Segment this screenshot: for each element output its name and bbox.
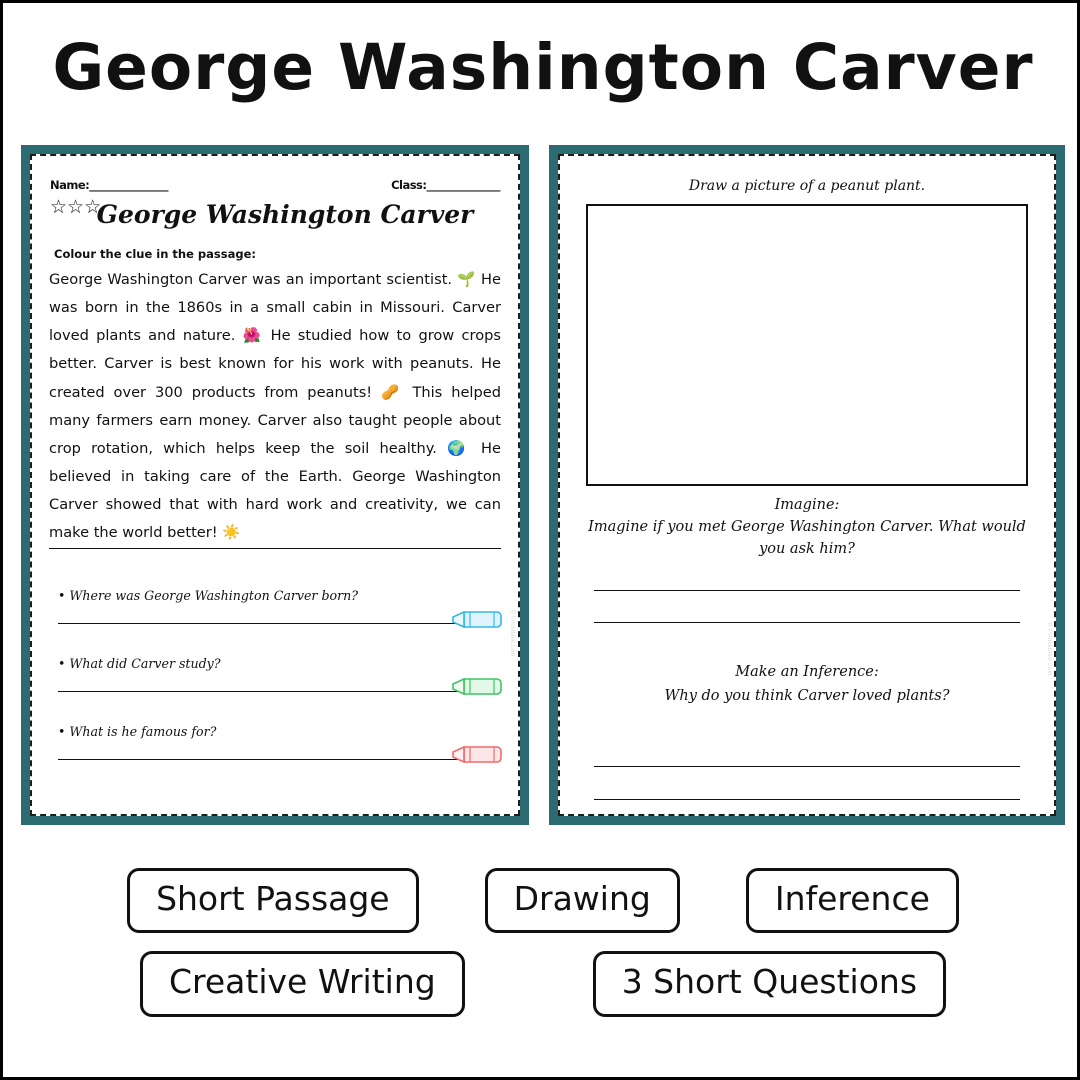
answer-line[interactable]: [58, 759, 486, 760]
watermark: © Printablee.com: [1046, 621, 1052, 676]
student-info-row: [50, 178, 500, 192]
question-item: [58, 656, 501, 692]
drawing-area[interactable]: [586, 204, 1028, 486]
question-text: • Where was George Washington Carver born?: [58, 588, 358, 603]
page-title: George Washington Carver: [52, 31, 1034, 104]
tag-drawing[interactable]: Drawing: [485, 868, 680, 933]
section-divider: [49, 548, 501, 549]
tag-creative-writing[interactable]: Creative Writing: [140, 951, 465, 1016]
colour-instruction: Colour the clue in the passage:: [54, 247, 256, 261]
inference-prompt: Why do you think Carver loved plants?: [664, 688, 950, 704]
crayon-icon-green: [450, 678, 502, 695]
imagine-prompt: Imagine if you met George Washington Carver. What would you ask him?: [588, 519, 1026, 557]
question-item: [58, 724, 501, 760]
drawing-prompt: Draw a picture of a peanut plant.: [688, 178, 926, 194]
imagine-heading: Imagine:: [774, 497, 840, 513]
worksheet-heading: George Washington Carver: [96, 200, 474, 229]
reading-passage: George Washington Carver was an important scientist. 🌱 He was born in the 1860s in a small cabin in Missouri. Carver loved plants and nature. 🌺 He studied how to grow crops better. Carver is best known for his work with peanuts. He created over 300 products from peanuts! 🥜 This helped many farmers earn money. Carver also taught people about crop rotation, which helps keep the soil healthy. 🌍 He believed in taking care of the Earth. George Washington Carver showed that with hard work and creativity, we can make the world better! ☀️: [49, 271, 501, 542]
tag-short-passage[interactable]: Short Passage: [127, 868, 419, 933]
crayon-icon-blue: [450, 611, 502, 628]
feature-tags: [3, 868, 1080, 1017]
left-worksheet-inner: [30, 154, 520, 816]
name-field[interactable]: Name:_______________: [50, 178, 169, 192]
answer-line[interactable]: [58, 691, 486, 692]
class-field[interactable]: Class:______________: [391, 178, 500, 192]
star-rating-icon: ☆☆☆: [50, 197, 102, 218]
writing-line[interactable]: [594, 622, 1020, 623]
watermark: © Printablee.com: [509, 609, 515, 656]
feature-tags-row-2: [3, 951, 1080, 1016]
tag-3-short-questions[interactable]: 3 Short Questions: [593, 951, 946, 1016]
writing-line[interactable]: [594, 590, 1020, 591]
right-worksheet-inner: [558, 154, 1056, 816]
question-text: • What is he famous for?: [58, 724, 217, 739]
question-text: • What did Carver study?: [58, 656, 221, 671]
tag-inference[interactable]: Inference: [746, 868, 959, 933]
writing-line[interactable]: [594, 766, 1020, 767]
answer-line[interactable]: [58, 623, 486, 624]
feature-tags-row-1: [3, 868, 1080, 933]
left-worksheet-card: [21, 145, 529, 825]
crayon-icon-red: [450, 746, 502, 763]
inference-heading: Make an Inference:: [735, 664, 879, 680]
right-worksheet-card: [549, 145, 1065, 825]
writing-line[interactable]: [594, 799, 1020, 800]
question-item: [58, 588, 501, 624]
